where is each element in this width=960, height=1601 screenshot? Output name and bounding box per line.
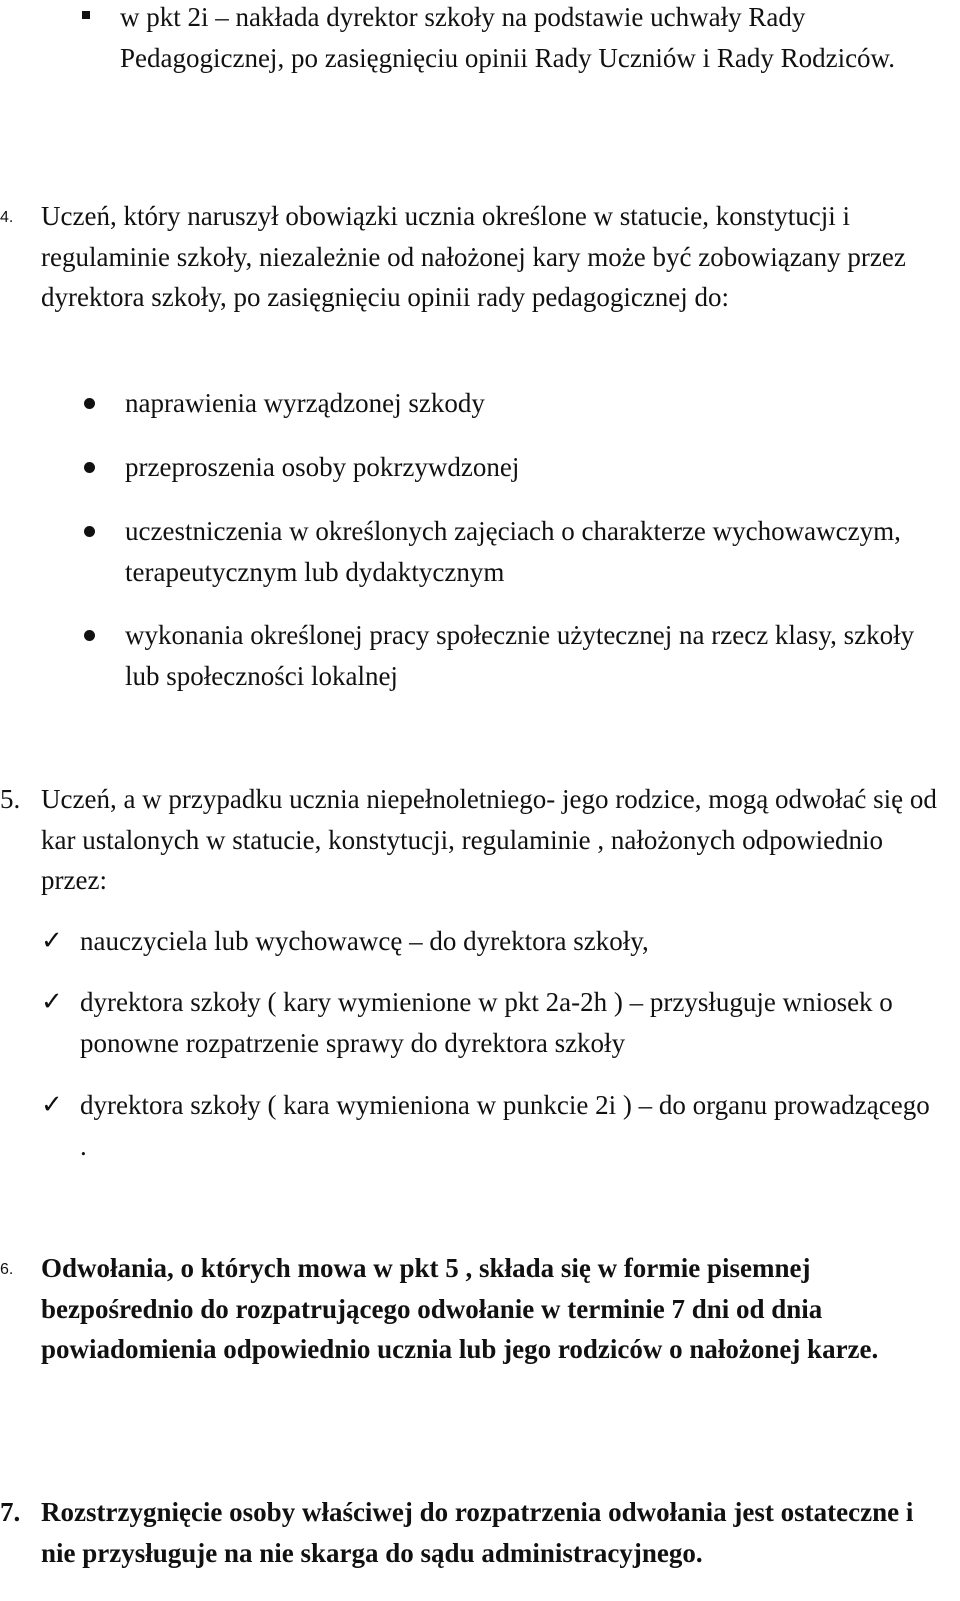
paragraph-number: 4. — [0, 209, 14, 226]
bullet-icon — [84, 630, 95, 641]
checkmark-icon: ✓ — [41, 926, 63, 956]
bullet-icon — [84, 526, 95, 537]
paragraph-text: Odwołania, o których mowa w pkt 5 , składa się w formie pisemnej bezpośrednio do rozpatrującego odwołanie w terminie 7 dni od dnia powiadomienia odpowiednio ucznia lub jego rodziców o nałożonej karze. — [41, 1253, 879, 1364]
paragraph-point-5 — [0, 779, 950, 901]
paragraph-point-7 — [0, 1492, 950, 1573]
list-item — [41, 1085, 941, 1166]
list-item-text: przeproszenia osoby pokrzywdzonej — [125, 452, 520, 482]
paragraph-number: 6. — [0, 1261, 14, 1278]
list-item-text: dyrektora szkoły ( kary wymienione w pkt 2a-2h ) – przysługuje wniosek o ponowne rozpatrzenie sprawy do dyrektora szkoły — [80, 987, 893, 1058]
list-item — [84, 511, 944, 592]
bullet-icon — [84, 462, 95, 473]
paragraph-number: 5. — [0, 784, 21, 814]
list-item-text: naprawienia wyrządzonej szkody — [125, 388, 485, 418]
list-item-text: w pkt 2i – nakłada dyrektor szkoły na podstawie uchwały Rady Pedagogicznej, po zasięgnięciu opinii Rady Uczniów i Rady Rodziców. — [120, 2, 896, 73]
bullet-icon — [84, 398, 95, 409]
list-item — [84, 383, 944, 424]
list-item-text: uczestniczenia w określonych zajęciach o charakterze wychowawczym, terapeutycznym lub dydaktycznym — [125, 516, 901, 587]
list-item — [41, 982, 941, 1063]
list-item — [84, 447, 944, 488]
list-item — [84, 615, 944, 696]
paragraph-text: Rozstrzygnięcie osoby właściwej do rozpatrzenia odwołania jest ostateczne i nie przysługuje na nie skarga do sądu administracyjnego. — [41, 1497, 914, 1568]
paragraph-point-6 — [0, 1248, 950, 1370]
checkmark-icon: ✓ — [41, 987, 63, 1017]
paragraph-text: Uczeń, który naruszył obowiązki ucznia określone w statucie, konstytucji i regulaminie szkoły, niezależnie od nałożonej kary może być zobowiązany przez dyrektora szkoły, po zasięgnięciu opinii rady pedagogicznej do: — [41, 201, 906, 312]
paragraph-point-4 — [0, 196, 950, 318]
paragraph-text: Uczeń, a w przypadku ucznia niepełnoletniego- jego rodzice, mogą odwołać się od kar ustalonych w statucie, konstytucji, regulaminie , nałożonych odpowiednio przez: — [41, 784, 937, 895]
list-item-2i — [82, 0, 942, 78]
list-item-text: dyrektora szkoły ( kara wymieniona w punkcie 2i ) – do organu prowadzącego . — [80, 1090, 930, 1161]
list-item — [41, 921, 941, 962]
list-item-text: wykonania określonej pracy społecznie użytecznej na rzecz klasy, szkoły lub społeczności lokalnej — [125, 620, 915, 691]
checkmark-icon: ✓ — [41, 1090, 63, 1120]
list-item-text: nauczyciela lub wychowawcę – do dyrektora szkoły, — [80, 926, 649, 956]
square-bullet-icon — [82, 11, 90, 19]
paragraph-number: 7. — [0, 1497, 21, 1527]
